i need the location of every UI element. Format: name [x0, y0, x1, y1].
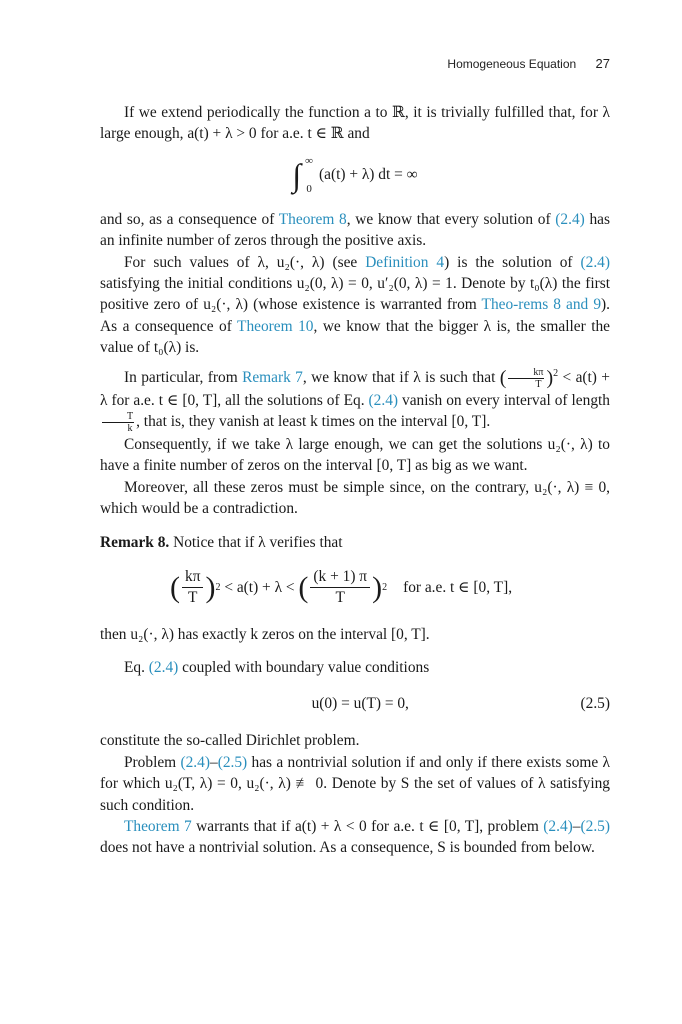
link-eq-2-4[interactable]: (2.4)	[368, 391, 399, 409]
link-eq-2-4[interactable]: (2.4)	[580, 253, 610, 271]
remark-8: Remark 8. Notice that if λ verifies that	[100, 533, 343, 551]
integral-upper-limit: ∞	[305, 154, 313, 167]
paragraph-6: Moreover, all these zeros must be simple since, on the contrary, u₂(·, λ) ≡ 0, which would be a contradiction.	[100, 478, 610, 518]
equation-inequality: ( $\frac{k\pi}{T}$ ) 2 < a(t) + λ < ( $\frac{(k + 1) \pi}{T}$ ) 2 for a.e. t ∈ [0, T],	[170, 568, 513, 607]
fraction-kpi-over-T: $\frac{k\pi}{T}$	[508, 367, 544, 390]
inequality-middle: < a(t) + λ <	[220, 578, 299, 596]
link-remark-7[interactable]: Remark 7	[242, 368, 303, 386]
integrand: (a(t) + λ) dt = ∞	[318, 166, 418, 184]
equation-integral	[100, 155, 610, 195]
paragraph-1: If we extend periodically the function a to ℝ, it is trivially fulfilled that, for λ large enough, a(t) + λ > 0 for a.e. t ∈ ℝ and	[100, 104, 610, 143]
link-eq-2-4[interactable]: (2.4)	[543, 817, 573, 835]
fraction-T-over-k: $\frac{T}{k}$	[102, 411, 134, 434]
running-title: Homogeneous Equation	[447, 57, 577, 71]
link-definition-4[interactable]: Definition 4	[365, 253, 445, 271]
paragraph-4: In particular, from Remark 7, we know that if λ is such that ( $\frac{k\pi}{T}$ )$^2$ < a(t) + λ for a.e. t ∈ [0, T], all the solutions of Eq. (2.4) vanish on every interval of length $\frac{T}{k}$ , that is, they vanish at least k times on the interval [0, T].	[100, 366, 610, 435]
link-eq-2-5[interactable]: (2.5)	[217, 753, 248, 771]
link-eq-2-5[interactable]: (2.5)	[580, 817, 610, 835]
paragraph-2: and so, as a consequence of Theorem 8, we know that every solution of (2.4) has an infinite number of zeros through the positive axis.	[100, 210, 610, 250]
inequality-condition: for a.e. t ∈ [0, T],	[403, 578, 513, 596]
fraction-k1pi-over-T: $\frac{(k + 1) \pi}{T}$	[310, 567, 370, 608]
equation-label-2-5: (2.5)	[580, 694, 610, 712]
link-theorems-8-9-a[interactable]: Theo-	[481, 296, 519, 314]
running-header	[447, 56, 610, 71]
paragraph-10: Problem (2.4)–(2.5) has a nontrivial solution if and only if there exists some λ for which u₂(T, λ) = 0, u₂(·, λ) ≢ 0. Denote by S the set of values of λ satisfying such condition.	[100, 753, 610, 814]
link-eq-2-4[interactable]: (2.4)	[180, 753, 210, 771]
link-theorem-10[interactable]: Theorem 10	[237, 317, 314, 335]
paragraph-3: For such values of λ, u₂(·, λ) (see Definition 4) is the solution of (2.4) satisfying the initial conditions u₂(0, λ) = 0, u′₂(0, λ) = 1. Denote by t₀(λ) the first positive zero of u₂(·, λ) (whose existence is warranted from Theo-rems 8 and 9). As a consequence of Theorem 10, we know that the bigger λ is, the smaller the value of t₀(λ) is.	[100, 253, 610, 357]
paragraph-11: Theorem 7 warrants that if a(t) + λ < 0 for a.e. t ∈ [0, T], problem (2.4)–(2.5) does not have a nontrivial solution. As a consequence, S is bounded from below.	[100, 817, 610, 857]
boundary-conditions: u(0) = u(T) = 0,	[311, 694, 409, 712]
paragraph-9: constitute the so-called Dirichlet problem.	[100, 732, 360, 750]
paragraph-7: then u₂(·, λ) has exactly k zeros on the interval [0, T].	[100, 626, 430, 644]
page-number: 27	[595, 56, 610, 71]
integral-lower-limit: 0	[306, 182, 312, 195]
fraction-kpi-over-T-display: $\frac{k\pi}{T}$	[182, 567, 203, 608]
link-theorems-8-9-b[interactable]: rems 8 and 9	[518, 296, 602, 314]
link-theorem-8[interactable]: Theorem 8	[278, 210, 347, 228]
remark-8-title: Remark 8.	[100, 533, 170, 551]
link-eq-2-4[interactable]: (2.4)	[555, 210, 585, 228]
paragraph-8: Eq. (2.4) coupled with boundary value conditions	[124, 659, 430, 677]
link-eq-2-4[interactable]: (2.4)	[148, 659, 179, 677]
equation-2-5	[100, 693, 610, 714]
page-body	[100, 102, 610, 859]
link-theorem-7[interactable]: Theorem 7	[124, 817, 192, 835]
integral-sign: ∫	[292, 156, 302, 193]
paragraph-5: Consequently, if we take λ large enough, we can get the solutions u₂(·, λ) to have a finite number of zeros on the interval [0, T] as big as we want.	[100, 436, 610, 475]
